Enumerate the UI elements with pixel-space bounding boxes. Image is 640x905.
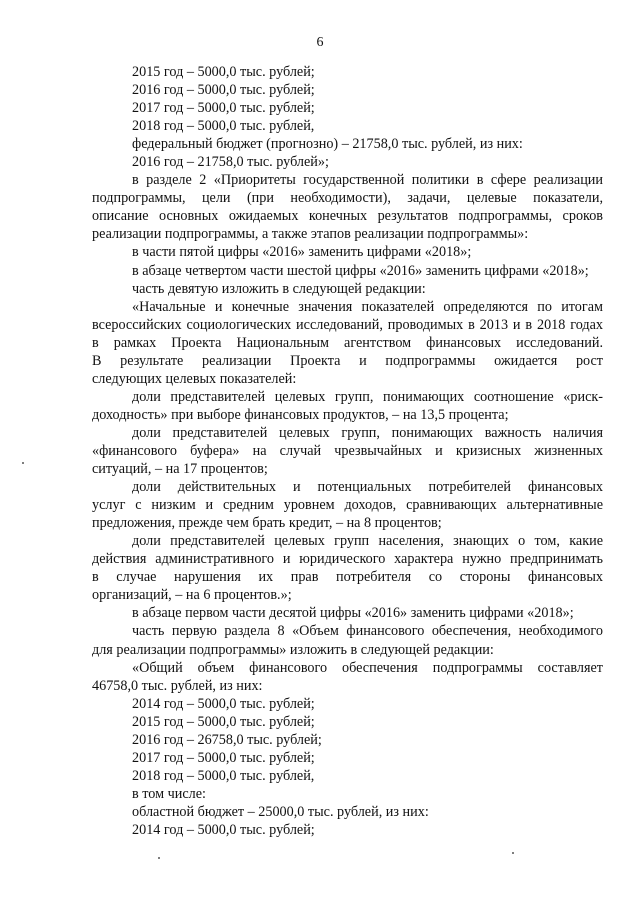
text-line: всероссийских социологических исследований, проводимых в 2013 и в 2018 годах xyxy=(92,316,603,333)
text-line: 46758,0 тыс. рублей, из них: xyxy=(92,677,263,694)
text-line: 2018 год – 5000,0 тыс. рублей, xyxy=(132,767,315,784)
text-line: 2015 год – 5000,0 тыс. рублей; xyxy=(132,713,315,730)
text-line: часть первую раздела 8 «Объем финансового обеспечения, необходимого xyxy=(132,623,603,640)
text-line: часть девятую изложить в следующей редакции: xyxy=(132,280,426,297)
text-line: в части пятой цифры «2016» заменить цифрами «2018»; xyxy=(132,244,472,261)
text-line: «финансового буфера» на случай чрезвычайных и кризисных жизненных xyxy=(92,442,603,459)
scan-speck xyxy=(512,852,514,854)
text-line: доли действительных и потенциальных потребителей финансовых xyxy=(132,479,603,496)
text-line: для реализации подпрограммы» изложить в следующей редакции: xyxy=(92,641,494,658)
text-line: 2018 год – 5000,0 тыс. рублей, xyxy=(132,118,315,135)
text-line: действия административного и юридического характера нужно предпринимать xyxy=(92,551,603,568)
text-line: в том числе: xyxy=(132,785,206,802)
text-line: в разделе 2 «Приоритеты государственной политики в сфере реализации xyxy=(132,172,603,189)
text-line: доли представителей целевых групп, понимающих соотношение «риск- xyxy=(132,388,603,405)
scan-speck xyxy=(22,462,24,464)
text-line: доходность» при выборе финансовых продуктов, – на 13,5 процента; xyxy=(92,406,509,423)
text-line: В результате реализации Проекта и подпрограммы ожидается рост xyxy=(92,352,603,369)
text-line: в рамках Проекта Национальным агентством финансовых исследований. xyxy=(92,334,603,351)
text-line: 2016 год – 26758,0 тыс. рублей; xyxy=(132,731,322,748)
text-line: реализации подпрограммы, а также этапов реализации подпрограммы»: xyxy=(92,226,529,243)
text-line: «Общий объем финансового обеспечения подпрограммы составляет xyxy=(132,659,603,676)
text-line: 2016 год – 21758,0 тыс. рублей»; xyxy=(132,154,329,171)
text-line: организаций, – на 6 процентов.»; xyxy=(92,587,292,604)
text-line: в абзаце первом части десятой цифры «2016» заменить цифрами «2018»; xyxy=(132,605,574,622)
text-line: 2015 год – 5000,0 тыс. рублей; xyxy=(132,64,315,80)
text-line: в случае нарушения их прав потребителя со стороны финансовых xyxy=(92,569,603,586)
scan-speck xyxy=(158,857,160,859)
page-number: 6 xyxy=(316,35,324,50)
text-line: федеральный бюджет (прогнозно) – 21758,0 тыс. рублей, из них: xyxy=(132,136,523,153)
text-line: 2014 год – 5000,0 тыс. рублей; xyxy=(132,695,315,712)
text-line: 2017 год – 5000,0 тыс. рублей; xyxy=(132,100,315,117)
text-line: предложения, прежде чем брать кредит, – на 8 процентов; xyxy=(92,515,442,532)
text-line: описание основных ожидаемых конечных результатов подпрограммы, сроков xyxy=(92,208,603,225)
text-line: «Начальные и конечные значения показателей определяются по итогам xyxy=(132,298,603,315)
text-line: 2017 год – 5000,0 тыс. рублей; xyxy=(132,749,315,766)
text-line: доли представителей целевых групп, понимающих важность наличия xyxy=(132,424,603,441)
text-line: подпрограммы, цели (при необходимости), задачи, целевые показатели, xyxy=(92,190,603,207)
text-line: доли представителей целевых групп населения, знающих о том, какие xyxy=(132,533,603,550)
text-line: ситуаций, – на 17 процентов; xyxy=(92,461,268,478)
text-line: в абзаце четвертом части шестой цифры «2016» заменить цифрами «2018»; xyxy=(132,262,589,279)
text-line: следующих целевых показателей: xyxy=(92,370,297,387)
text-line: 2016 год – 5000,0 тыс. рублей; xyxy=(132,82,315,99)
text-line: областной бюджет – 25000,0 тыс. рублей, из них: xyxy=(132,803,429,820)
document-body xyxy=(92,63,603,839)
text-line: услуг с низким и средним уровнем доходов, сравнивающих альтернативные xyxy=(92,497,603,514)
text-line: 2014 год – 5000,0 тыс. рублей; xyxy=(132,821,315,838)
